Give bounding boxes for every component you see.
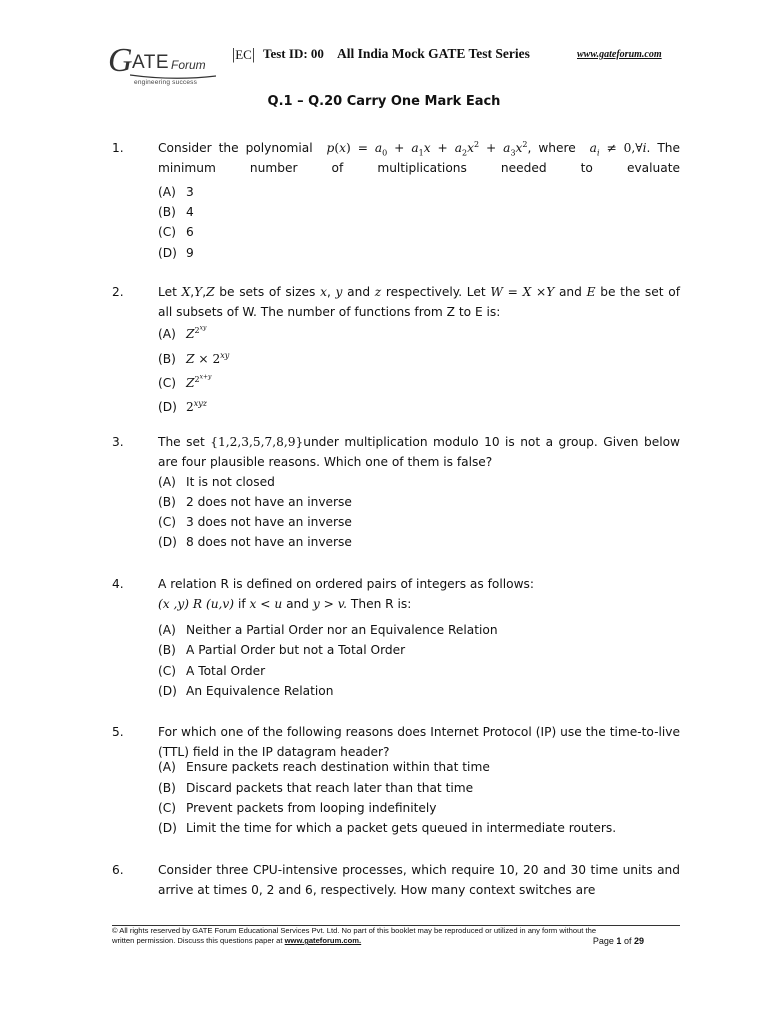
logo-ate: ATE	[132, 52, 170, 73]
test-series-title: All India Mock GATE Test Series	[337, 46, 530, 61]
option-b[interactable]: (B) 2 does not have an inverse	[158, 495, 352, 509]
option-a[interactable]: (A) 3	[158, 185, 194, 199]
option-c[interactable]: (C) $Z^{2^{x+y}}$	[158, 373, 212, 390]
option-a[interactable]: (A) Ensure packets reach destination within that time	[158, 760, 490, 774]
logo-letter-g: G	[108, 42, 133, 79]
option-d[interactable]: (D) An Equivalence Relation	[158, 684, 334, 698]
question-text: Let X,Y,Z be sets of sizes x, y and z respectively. Let W = X ×Y and E be the set of all subsets of W. The number of functions from Z to E is:	[158, 285, 680, 319]
section-title: Q.1 – Q.20 Carry One Mark Each	[267, 94, 501, 109]
option-d[interactable]: (D) Limit the time for which a packet gets queued in intermediate routers.	[158, 821, 617, 835]
page-number: Page 1 of 29	[592, 936, 644, 946]
question-3	[112, 432, 680, 554]
option-c[interactable]: (C) Prevent packets from looping indefinitely	[158, 801, 437, 815]
website-link[interactable]: www.gateforum.com	[577, 49, 662, 60]
option-a[interactable]: (A) It is not closed	[158, 475, 275, 489]
option-c[interactable]: (C) A Total Order	[158, 664, 266, 678]
question-text: The set {1,2,3,5,7,8,9}under multiplication modulo 10 is not a group. Given below are four plausible reasons. Which one of them is false?	[158, 435, 680, 469]
option-b[interactable]: (B) Discard packets that reach later than that time	[158, 781, 474, 795]
footer	[112, 926, 680, 946]
option-b[interactable]: (B) 4	[158, 205, 194, 219]
copyright-notice: © All rights reserved by GATE Forum Educational Services Pvt. Ltd. No part of this booklet may be reproduced or utilized in any form without the	[112, 926, 597, 935]
set-notation: {1,2,3,5,7,8,9}	[210, 435, 304, 449]
question-text: A relation R is defined on ordered pairs of integers as follows: (x ,y) R (u,v) if x < u and y > v. Then R is:	[158, 577, 535, 611]
option-b[interactable]: (B) A Partial Order but not a Total Order	[158, 643, 406, 657]
option-a[interactable]: (A) $Z^{2^{xy}}$	[158, 324, 207, 341]
relation-expression: (x ,y) R (u,v)	[158, 597, 235, 611]
question-number: 6.	[112, 863, 124, 877]
test-id: Test ID: 00	[263, 46, 324, 61]
question-2	[112, 282, 680, 414]
gateforum-logo	[108, 44, 216, 86]
question-number: 4.	[112, 577, 124, 591]
question-text: Consider the polynomial $p(x) = a_0 + a_1x + a_2x^2 + a_3x^2$, where $a_i$ ≠ 0,∀i. The minimum number of multiplications needed to evaluate	[158, 139, 680, 175]
option-b[interactable]: (B) $Z \times 2^{xy}$	[158, 350, 230, 366]
question-4	[112, 574, 680, 702]
paper-code: |EC|	[232, 46, 256, 63]
footer-website-link[interactable]: www.gateforum.com.	[284, 936, 362, 945]
question-text: Consider three CPU-intensive processes, which require 10, 20 and 30 time units and arrive at times 0, 2 and 6, respectively. How many context switches are	[158, 863, 680, 897]
question-number: 5.	[112, 725, 124, 739]
question-number: 3.	[112, 435, 124, 449]
option-d[interactable]: (D) 8 does not have an inverse	[158, 535, 352, 549]
logo-tagline: engineering success	[134, 79, 198, 86]
option-a[interactable]: (A) Neither a Partial Order nor an Equivalence Relation	[158, 623, 498, 637]
polynomial-formula: p	[326, 141, 335, 155]
question-number: 1.	[112, 141, 124, 155]
option-c[interactable]: (C) 3 does not have an inverse	[158, 515, 352, 529]
option-d[interactable]: (D) 9	[158, 246, 194, 260]
question-5	[112, 722, 680, 844]
footer-line-2: written permission. Discuss this questions paper at www.gateforum.com. Page 1 of 29	[112, 936, 644, 946]
question-6	[112, 860, 680, 902]
question-number: 2.	[112, 285, 124, 299]
option-c[interactable]: (C) 6	[158, 225, 194, 239]
option-d[interactable]: (D) $2^{xyz}$	[158, 398, 208, 414]
question-1	[112, 138, 680, 264]
logo-forum: Forum	[171, 58, 206, 72]
question-text: For which one of the following reasons does Internet Protocol (IP) use the time-to-live (TTL) field in the IP datagram header?	[158, 725, 680, 759]
